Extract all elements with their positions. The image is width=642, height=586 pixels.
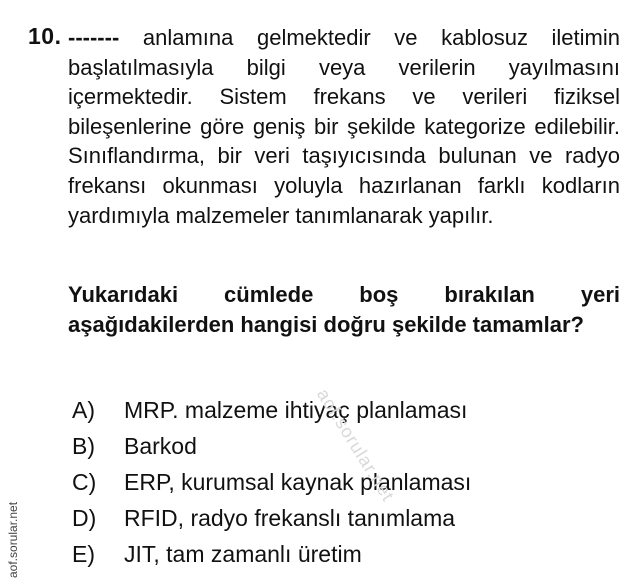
question-prompt: Yukarıdaki cümlede boş bırakılan yeri aşağıdakilerden hangisi doğru şekilde tamamlar? [68, 282, 620, 337]
option-text: Barkod [124, 433, 197, 459]
watermark-center: aof.sorular.net [313, 385, 399, 506]
blank-placeholder: ------- [68, 25, 120, 50]
answer-options [72, 392, 471, 572]
option-letter: A) [72, 397, 95, 423]
option-letter: B) [72, 433, 95, 459]
option-c[interactable] [72, 464, 471, 500]
option-text: JIT, tam zamanlı üretim [124, 541, 362, 567]
option-b[interactable] [72, 428, 471, 464]
option-text: RFID, radyo frekanslı tanımlama [124, 505, 456, 531]
option-letter: C) [72, 469, 97, 495]
question-number: 10. [28, 23, 62, 49]
question-stem [68, 23, 620, 230]
stem-text: anlamına gelmektedir ve kablosuz iletimin başlatılmasıyla bilgi veya verilerin yayılmasını içermektedir. Sistem frekans ve verileri fiziksel bileşenlerine göre geniş bir şekilde kategorize edilebilir. Sınıflandırma, bir veri taşıyıcısında bulunan ve radyo frekansı okunması yoluyla hazırlanan farklı kodların yardımıyla malzemeler tanımlanarak yapılır. [68, 25, 620, 228]
option-letter: D) [72, 505, 97, 531]
option-a[interactable] [72, 392, 471, 428]
option-letter: E) [72, 541, 95, 567]
watermark-side: aof.sorular.net [6, 501, 20, 578]
option-text: ERP, kurumsal kaynak planlaması [124, 469, 472, 495]
option-text: MRP. malzeme ihtiyaç planlaması [124, 397, 468, 423]
option-e[interactable] [72, 536, 471, 572]
option-d[interactable] [72, 500, 471, 536]
